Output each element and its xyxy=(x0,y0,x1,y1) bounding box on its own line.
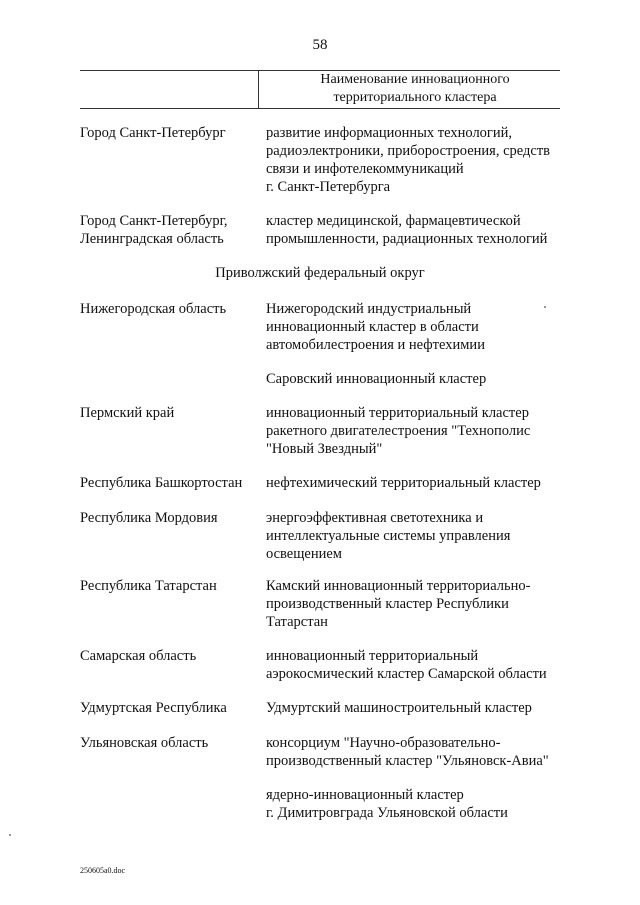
cluster-name: консорциум "Научно-образовательно- производственный кластер "Ульяновск-Авиа" xyxy=(266,735,549,769)
header-bottom-rule xyxy=(80,108,560,109)
region-name: Пермский край xyxy=(80,405,175,421)
cluster-name: кластер медицинской, фармацевтической промышленности, радиационных технологий xyxy=(266,213,548,247)
cluster-name: Саровский инновационный кластер xyxy=(266,371,487,387)
region-name: Город Санкт-Петербург xyxy=(80,125,226,141)
region-name: Нижегородская область xyxy=(80,301,227,317)
scan-speck xyxy=(9,834,11,836)
header-column-divider xyxy=(258,70,259,108)
scan-speck xyxy=(544,306,546,308)
region-name: Республика Татарстан xyxy=(80,578,217,594)
region-name: Республика Мордовия xyxy=(80,510,218,526)
region-name: Самарская область xyxy=(80,648,197,664)
cluster-name: инновационный территориальный кластер ракетного двигателестроения "Технополис "Новый Звездный" xyxy=(266,405,531,457)
cluster-name: инновационный территориальный аэрокосмический кластер Самарской области xyxy=(266,648,547,682)
region-name: Удмуртская Республика xyxy=(80,700,227,716)
cluster-name: Камский инновационный территориально- производственный кластер Республики Татарстан xyxy=(266,578,531,630)
column-header-line-1: Наименование инновационного xyxy=(320,72,510,87)
cluster-name: энергоэффективная светотехника и интеллектуальные системы управления освещением xyxy=(266,510,511,562)
column-header-cluster-name xyxy=(270,71,560,107)
federal-district-heading: Приволжский федеральный округ xyxy=(215,265,425,281)
page-number: 58 xyxy=(312,37,328,53)
column-header-line-2: территориального кластера xyxy=(333,90,497,105)
cluster-name: Нижегородский индустриальный инновационный кластер в области автомобилестроения и нефтехимии xyxy=(266,301,485,353)
region-name: Ульяновская область xyxy=(80,735,209,751)
cluster-name: ядерно-инновационный кластер г. Димитровграда Ульяновской области xyxy=(266,787,508,821)
cluster-name: развитие информационных технологий, радиоэлектроники, приборостроения, средств связи и инфотелекоммуникаций г. Санкт-Петербурга xyxy=(266,125,551,195)
cluster-name: Удмуртский машиностроительный кластер xyxy=(266,700,532,716)
footer-filename: 250605a0.doc xyxy=(80,866,126,875)
region-name: Республика Башкортостан xyxy=(80,475,243,491)
region-name: Город Санкт-Петербург, Ленинградская область xyxy=(80,213,228,247)
cluster-name: нефтехимический территориальный кластер xyxy=(266,475,541,491)
